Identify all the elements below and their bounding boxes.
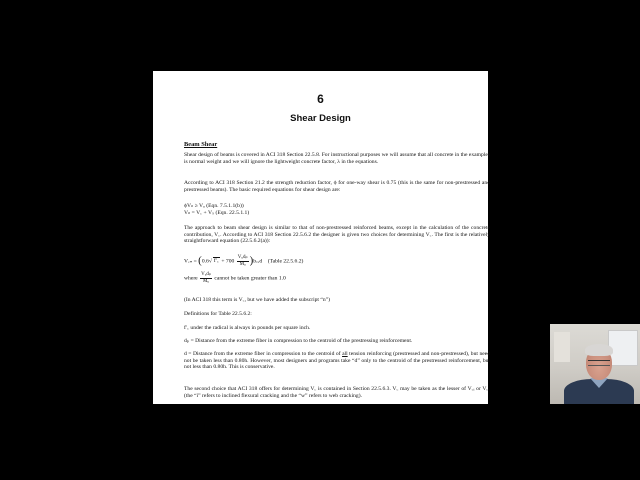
right-paren-icon: ) — [249, 254, 254, 267]
presenter-glasses-icon — [588, 360, 610, 366]
definition-fc: f′꜀ under the radical is always in pounds per square inch. — [184, 325, 311, 331]
fraction-denominator: Mᵤ — [239, 261, 246, 267]
where-tail: cannot be taken greater than 1.0 — [214, 275, 286, 282]
sqrt-icon: √ — [208, 258, 212, 265]
left-paren-icon: ( — [198, 254, 202, 267]
paragraph-approach: The approach to beam shear design is similar to that of non-prestressed reinforced beams, except in the calculation of the concrete contribution, V꜀. According to ACI 318 Section 22.5.6.2 the designer is given two choices for determining V꜀. The first is the relatively straightforward equation (22.5.6.2(a)): — [184, 225, 490, 245]
chapter-number: 6 — [317, 92, 324, 106]
definition-d-all: all — [342, 351, 348, 357]
document-page — [153, 71, 491, 404]
formula-where — [184, 272, 490, 284]
letterbox-bar — [0, 404, 640, 480]
webcam-overlay — [550, 324, 640, 404]
paragraph-note: (In ACI 318 this term is V꜀, but we have added the subscript “n”) — [184, 297, 330, 303]
background-shelf — [554, 332, 570, 362]
formula-coef: 0.6 — [201, 258, 209, 265]
formula-root: f′꜀ — [213, 258, 219, 265]
definitions-heading: Definitions for Table 22.5.6.2: — [184, 311, 252, 317]
paragraph-second-choice: The second choice that ACI 318 offers for determining V꜀ is contained in Section 22.5.6.3. V꜀ may be taken as the lesser of V꜀ᵢ or V꜀ᵥ (the “i” refers to inclined flexural cracking and the “w” refers to web cracking). — [184, 386, 490, 399]
definition-d-post: tension reinforcing (prestressed and non-prestressed), but need not be taken less than 0.80h. However, most designers and programs take “d” only to the centroid of the prestressed reinforcement, but not less than 0.80h. This is conservative. — [184, 351, 491, 371]
where-numerator: Vᵤdₚ — [201, 272, 211, 277]
paragraph-intro: Shear design of beams is covered in ACI 318 Section 22.5.8. For instructional purposes we will assume that all concrete in the examples is normal weight and we will ignore the lightweight concrete factor, λ in the equations. — [184, 152, 490, 165]
paragraph-phi: According to ACI 318 Section 21.2 the strength reduction factor, ϕ for one-way shear is 0.75 (this is the same for non-prestressed and prestressed beams). The basic required equations for shear design are: — [184, 180, 490, 193]
section-heading: Beam Shear — [184, 141, 218, 148]
equation-nominal: Vₙ = V꜀ + Vₛ (Eqn. 22.5.1.1) — [184, 210, 250, 216]
formula-ref: (Table 22.5.6.2) — [267, 258, 304, 265]
definition-dp: dₚ = Distance from the extreme fiber in compression to the centroid of the prestressing reinforcement. — [184, 338, 413, 344]
presenter-hair — [585, 344, 613, 356]
where-fraction — [200, 272, 212, 284]
where-word: where — [184, 275, 198, 282]
formula-tail: bᵥᵥd — [253, 258, 263, 265]
formula-lhs: V꜀ₙ = — [184, 258, 197, 265]
definition-d — [184, 351, 490, 371]
chapter-title: Shear Design — [290, 113, 351, 124]
formula-plus: + 700 — [221, 258, 235, 265]
equation-strength: ϕVₙ ≥ Vᵤ (Eqn. 7.5.1.1(b)) — [184, 203, 244, 209]
formula-vcn — [184, 255, 490, 267]
where-denominator: Mᵤ — [202, 278, 210, 284]
fraction-numerator: Vᵤdₚ — [237, 255, 248, 260]
formula-fraction — [237, 255, 249, 267]
definition-d-pre: d = Distance from the extreme fiber in compression to the centroid of — [184, 351, 343, 357]
